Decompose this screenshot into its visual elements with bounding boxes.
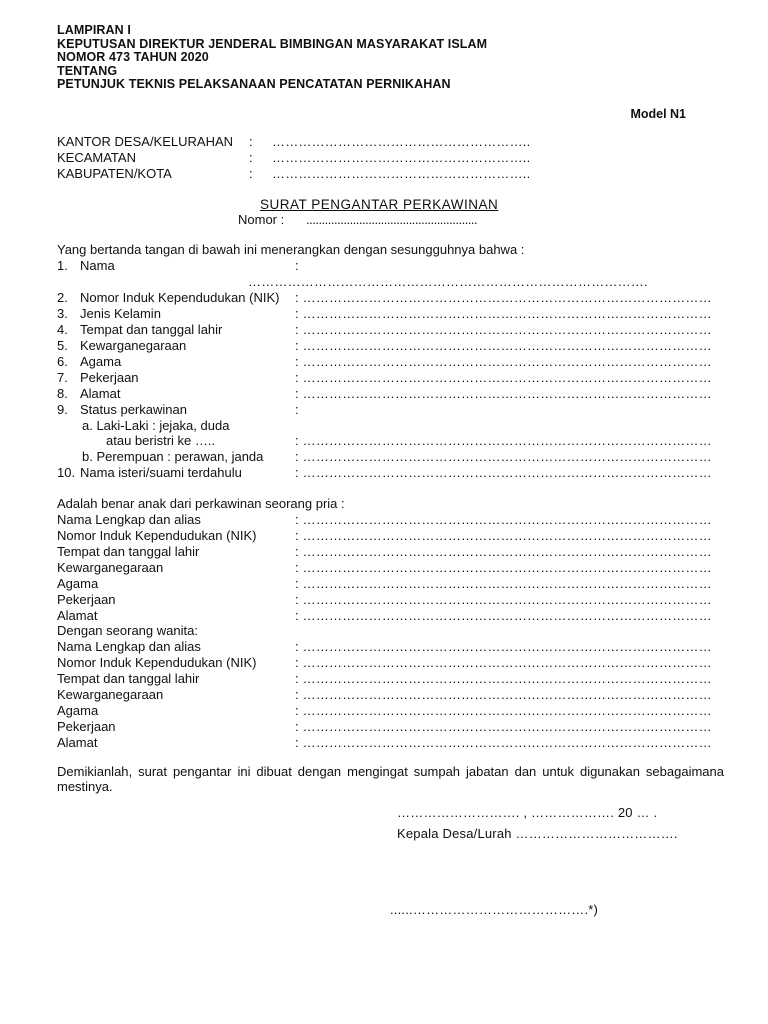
office-label-kantor: KANTOR DESA/KELURAHAN — [57, 134, 234, 149]
document-title: SURAT PENGANTAR PERKAWINAN — [260, 197, 499, 212]
item-number: 3. — [57, 306, 68, 321]
mother-label-kewarganegaraan: Kewarganegaraan — [57, 687, 164, 702]
mother-alamat-field[interactable]: : ………………………………………………………………………………… — [295, 735, 712, 750]
item-colon-status: : — [295, 402, 299, 417]
father-label-kewarganegaraan: Kewarganegaraan — [57, 560, 164, 575]
item-number: 9. — [57, 402, 68, 417]
father-label-pekerjaan: Pekerjaan — [57, 592, 116, 607]
status-sub-a-label: a. Laki-Laki : jejaka, duda — [82, 418, 230, 433]
office-value-kantor[interactable]: ………………………………………………….. — [272, 134, 531, 149]
father-agama-field[interactable]: : ………………………………………………………………………………… — [295, 576, 712, 591]
mother-pekerjaan-field[interactable]: : ………………………………………………………………………………… — [295, 719, 712, 734]
father-label-nik: Nomor Induk Kependudukan (NIK) — [57, 528, 257, 543]
header-line-2: KEPUTUSAN DIREKTUR JENDERAL BIMBINGAN MASYARAKAT ISLAM — [57, 36, 488, 51]
mother-label-nama: Nama Lengkap dan alias — [57, 639, 201, 654]
header-line-3: NOMOR 473 TAHUN 2020 — [57, 50, 209, 65]
father-kewarganegaraan-field[interactable]: : ………………………………………………………………………………… — [295, 560, 712, 575]
header-line-1: LAMPIRAN I — [57, 23, 131, 37]
model-label: Model N1 — [630, 107, 686, 121]
item-label-nik: Nomor Induk Kependudukan (NIK) — [80, 290, 280, 305]
father-label-ttl: Tempat dan tanggal lahir — [57, 544, 200, 559]
nama-field[interactable]: ………………………………………………………………………………. — [248, 274, 648, 289]
mother-nik-field[interactable]: : ………………………………………………………………………………… — [295, 655, 712, 670]
mother-agama-field[interactable]: : ………………………………………………………………………………… — [295, 703, 712, 718]
header-line-4: TENTANG — [57, 63, 118, 78]
office-colon: : — [249, 150, 253, 165]
alamat-field[interactable]: : ………………………………………………………………………………… — [295, 386, 712, 401]
item-label-jenis-kelamin: Jenis Kelamin — [80, 306, 161, 321]
father-label-agama: Agama — [57, 576, 99, 591]
item-label-pekerjaan: Pekerjaan — [80, 370, 139, 385]
office-label-kabupaten: KABUPATEN/KOTA — [57, 166, 172, 181]
office-label-kecamatan: KECAMATAN — [57, 150, 136, 165]
item-label-alamat: Alamat — [80, 386, 121, 401]
item-number: 4. — [57, 322, 68, 337]
nomor-field[interactable]: ....................................................... — [306, 212, 478, 227]
mother-kewarganegaraan-field[interactable]: : ………………………………………………………………………………… — [295, 687, 712, 702]
ttl-field[interactable]: : ………………………………………………………………………………… — [295, 322, 712, 337]
item-number: 7. — [57, 370, 68, 385]
document-header — [57, 24, 487, 92]
father-nik-field[interactable]: : ………………………………………………………………………………… — [295, 528, 712, 543]
item-label-status: Status perkawinan — [80, 402, 187, 417]
item-label-kewarganegaraan: Kewarganegaraan — [80, 338, 187, 353]
father-nama-field[interactable]: : ………………………………………………………………………………… — [295, 512, 712, 527]
mother-label-alamat: Alamat — [57, 735, 98, 750]
father-label-alamat: Alamat — [57, 608, 98, 623]
status-perempuan-field[interactable]: : ………………………………………………………………………………… — [295, 449, 712, 464]
status-laki-field[interactable]: : ………………………………………………………………………………… — [295, 433, 712, 448]
father-alamat-field[interactable]: : ………………………………………………………………………………… — [295, 608, 712, 623]
agama-field[interactable]: : ………………………………………………………………………………… — [295, 354, 712, 369]
mother-label-pekerjaan: Pekerjaan — [57, 719, 116, 734]
item-label-pasangan-terdahulu: Nama isteri/suami terdahulu — [80, 465, 242, 480]
item-number: 1. — [57, 258, 68, 273]
kewarganegaraan-field[interactable]: : ………………………………………………………………………………… — [295, 338, 712, 353]
signatory-name-field[interactable]: ......………………………………….*) — [390, 902, 599, 917]
father-label-nama: Nama Lengkap dan alias — [57, 512, 201, 527]
office-value-kabupaten[interactable]: ………………………………………………….. — [272, 166, 531, 181]
place-date-field[interactable]: ………………………. , ………………. 20 … . — [397, 805, 658, 820]
office-colon: : — [249, 134, 253, 149]
mother-nama-field[interactable]: : ………………………………………………………………………………… — [295, 639, 712, 654]
status-sub-a-label2: atau beristri ke ….. — [106, 433, 216, 448]
office-value-kecamatan[interactable]: ………………………………………………….. — [272, 150, 531, 165]
item-label-agama: Agama — [80, 354, 122, 369]
mother-label-ttl: Tempat dan tanggal lahir — [57, 671, 200, 686]
item-number: 6. — [57, 354, 68, 369]
item-number: 5. — [57, 338, 68, 353]
closing-paragraph: Demikianlah, surat pengantar ini dibuat dengan mengingat sumpah jabatan dan untuk digunakan sebagaimana mestinya. — [57, 764, 724, 794]
mother-intro: Dengan seorang wanita: — [57, 623, 198, 638]
office-colon: : — [249, 166, 253, 181]
mother-label-agama: Agama — [57, 703, 99, 718]
item-colon-nama: : — [295, 258, 299, 273]
father-pekerjaan-field[interactable]: : ………………………………………………………………………………… — [295, 592, 712, 607]
father-intro: Adalah benar anak dari perkawinan seorang pria : — [57, 496, 345, 511]
header-line-5: PETUNJUK TEKNIS PELAKSANAAN PENCATATAN PERNIKAHAN — [57, 77, 451, 92]
pekerjaan-field[interactable]: : ………………………………………………………………………………… — [295, 370, 712, 385]
mother-label-nik: Nomor Induk Kependudukan (NIK) — [57, 655, 257, 670]
nomor-label: Nomor : — [238, 212, 285, 227]
pasangan-terdahulu-field[interactable]: : ………………………………………………………………………………… — [295, 465, 712, 480]
mother-ttl-field[interactable]: : ………………………………………………………………………………… — [295, 671, 712, 686]
nik-field[interactable]: : ………………………………………………………………………………… — [295, 290, 712, 305]
item-label-nama: Nama — [80, 258, 115, 273]
intro-text: Yang bertanda tangan di bawah ini menerangkan dengan sesungguhnya bahwa : — [57, 242, 525, 257]
item-number: 2. — [57, 290, 68, 305]
item-number: 10. — [57, 465, 76, 480]
father-ttl-field[interactable]: : ………………………………………………………………………………… — [295, 544, 712, 559]
item-number: 8. — [57, 386, 68, 401]
official-title: Kepala Desa/Lurah ………………………………. — [397, 826, 678, 841]
item-label-ttl: Tempat dan tanggal lahir — [80, 322, 223, 337]
status-sub-b-label: b. Perempuan : perawan, janda — [82, 449, 264, 464]
jenis-kelamin-field[interactable]: : ………………………………………………………………………………… — [295, 306, 712, 321]
